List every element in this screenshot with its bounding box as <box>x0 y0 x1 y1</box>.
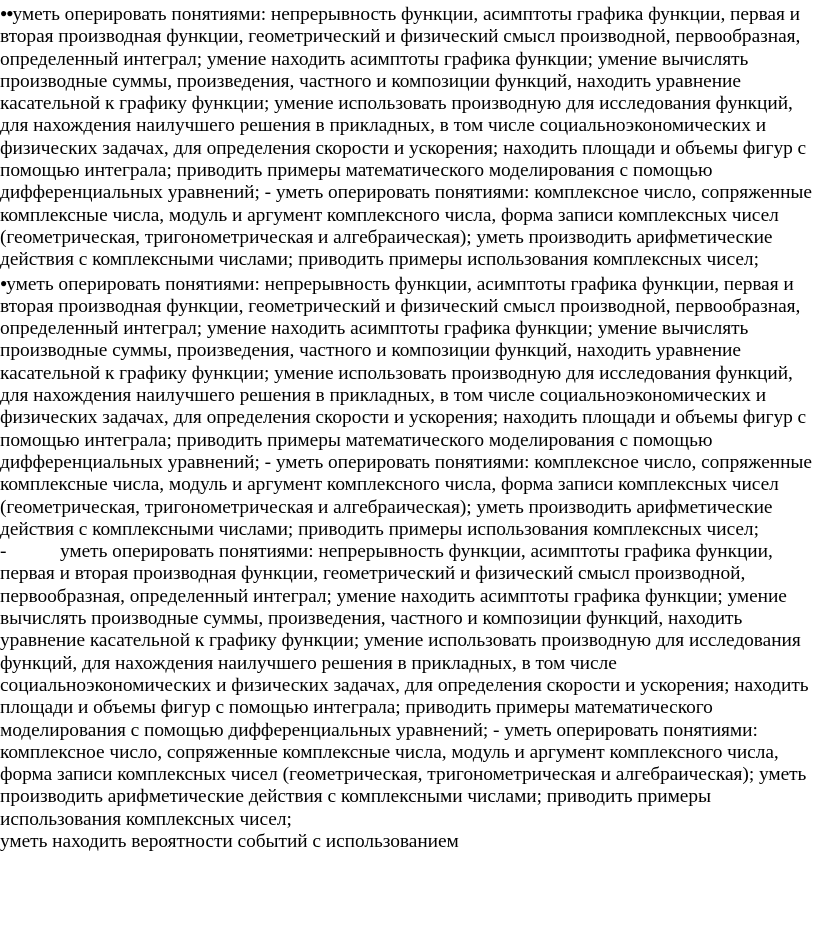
paragraph-text: уметь оперировать понятиями: непрерывность функции, асимптоты графика функции, первая и вторая производная функции, геометрический и физический смысл производной, первообразная, определенный интеграл; умение находить асимптоты графика функции; умение вычислять производные суммы, произведения, частного и композиции функций, находить уравнение касательной к графику функции; умение использовать производную для исследования функций, для нахождения наилучшего решения в прикладных, в том числе социальноэкономических и физических задачах, для определения скорости и ускорения; находить площади и объемы фигур с помощью интеграла; приводить примеры математического моделирования с помощью дифференциальных уравнений; - уметь оперировать понятиями: комплексное число, сопряженные комплексные числа, модуль и аргумент комплексного числа, форма записи комплексных чисел (геометрическая, тригонометрическая и алгебраическая); уметь производить арифметические действия с комплексными числами; приводить примеры использования комплексных чисел; <box>0 273 812 540</box>
bullet-marker: ●● <box>0 6 13 20</box>
paragraph-text: уметь оперировать понятиями: непрерывность функции, асимптоты графика функции, первая и вторая производная функции, геометрический и физический смысл производной, первообразная, определенный интеграл; умение находить асимптоты графика функции; умение вычислять производные суммы, произведения, частного и композиции функций, находить уравнение касательной к графику функции; умение использовать производную для исследования функций, для нахождения наилучшего решения в прикладных, в том числе социальноэкономических и физических задачах, для определения скорости и ускорения; находить площади и объемы фигур с помощью интеграла; приводить примеры математического моделирования с помощью дифференциальных уравнений; - уметь оперировать понятиями: комплексное число, сопряженные комплексные числа, модуль и аргумент комплексного числа, форма записи комплексных чисел (геометрическая, тригонометрическая и алгебраическая); уметь производить арифметические действия с комплексными числами; приводить примеры использования комплексных чисел; <box>0 541 809 830</box>
paragraph-2 <box>0 272 812 542</box>
paragraph-text: уметь оперировать понятиями: непрерывность функции, асимптоты графика функции, первая и вторая производная функции, геометрический и физический смысл производной, первообразная, определенный интеграл; умение находить асимптоты графика функции; умение вычислять производные суммы, произведения, частного и композиции функций, находить уравнение касательной к графику функции; умение использовать производную для исследования функций, для нахождения наилучшего решения в прикладных, в том числе социальноэкономических и физических задачах, для определения скорости и ускорения; находить площади и объемы фигур с помощью интеграла; приводить примеры математического моделирования с помощью дифференциальных уравнений; - уметь оперировать понятиями: комплексное число, сопряженные комплексные числа, модуль и аргумент комплексного числа, форма записи комплексных чисел (геометрическая, тригонометрическая и алгебраическая); уметь производить арифметические действия с комплексными числами; приводить примеры использования комплексных чисел; <box>0 4 812 271</box>
dash-marker: - <box>0 541 7 563</box>
paragraph-4 <box>0 831 812 853</box>
paragraph-text: уметь находить вероятности событий с использованием <box>0 830 459 852</box>
paragraph-1 <box>0 2 812 272</box>
document-body <box>0 2 812 853</box>
paragraph-3 <box>0 541 812 831</box>
bullet-marker: ● <box>0 275 7 290</box>
